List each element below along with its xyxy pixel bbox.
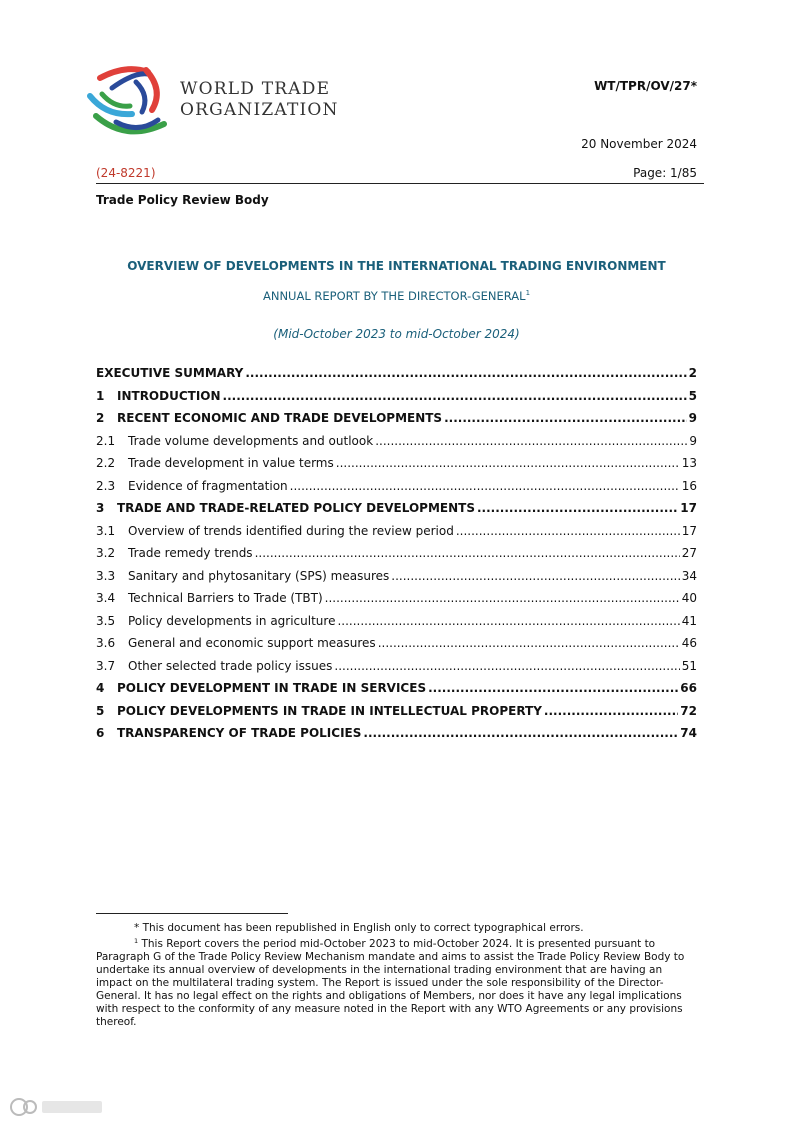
toc-entry[interactable]	[96, 411, 697, 434]
toc-leader-dots	[378, 636, 680, 650]
toc-entry-number: 2.3	[96, 478, 116, 493]
toc-entry-title[interactable]: Trade development in value terms	[128, 456, 334, 470]
toc-entry-number: 3.4	[96, 591, 116, 605]
toc-entry-page[interactable]: 74	[680, 726, 697, 740]
toc-leader-dots	[337, 614, 679, 628]
toc-entry-title[interactable]: Policy developments in agriculture	[128, 613, 336, 628]
report-subtitle	[96, 289, 697, 303]
toc-entry-title[interactable]: Other selected trade policy issues	[128, 658, 333, 673]
toc-leader-dots	[363, 726, 678, 740]
toc-entry-page[interactable]: 5	[688, 388, 697, 403]
toc-entry-title[interactable]: Trade volume developments and outlook	[128, 433, 374, 448]
toc-entry-title[interactable]: General and economic support measures	[128, 636, 376, 650]
toc-entry[interactable]	[96, 704, 697, 727]
org-name-line2: ORGANIZATION	[180, 100, 339, 120]
toc-leader-dots	[375, 434, 687, 448]
toc-entry[interactable]	[96, 366, 697, 389]
toc-entry[interactable]	[96, 614, 697, 637]
toc-entry[interactable]	[96, 479, 697, 502]
toc-entry-page[interactable]: 51	[681, 658, 697, 673]
toc-leader-dots	[428, 681, 678, 695]
table-of-contents	[96, 366, 697, 749]
toc-entry-page[interactable]: 41	[681, 613, 697, 628]
footnote-star-text: This document has been republished in English only to correct typographical errors.	[142, 922, 584, 934]
toc-entry-number: 3.6	[96, 636, 116, 650]
toc-entry-page[interactable]: 46	[681, 636, 697, 650]
toc-entry[interactable]	[96, 659, 697, 682]
footnote-1-text: This Report covers the period mid-October 2023 to mid-October 2024. It is presented pursuant to Paragraph G of the Trade Policy Review Mechanism mandate and aims to assist the Trade Policy Review Body to undertake its annual overview of developments in the international trading environment that are having an impact on the multilateral trading system. The Report is issued under the sole responsibility of the Director-General. It has no legal effect on the rights and obligations of Members, nor does it have any legal implications with respect to the conformity of any measure noted in the Report with any WTO Agreements or any provisions thereof.	[96, 938, 685, 1028]
watermark-logo-icon	[8, 1096, 108, 1118]
toc-entry-page[interactable]: 17	[681, 523, 697, 538]
toc-entry-number: 2.2	[96, 456, 116, 470]
toc-leader-dots	[544, 704, 678, 718]
toc-entry[interactable]	[96, 681, 697, 704]
footnote-star-mark: *	[134, 922, 140, 934]
toc-entry-page[interactable]: 16	[681, 478, 697, 493]
toc-entry-number: 3.5	[96, 613, 116, 628]
footnote-divider	[96, 913, 288, 914]
header-divider	[96, 183, 704, 184]
toc-entry[interactable]	[96, 524, 697, 547]
footnote-ref-1[interactable]: 1	[525, 289, 531, 297]
org-name-line1: WORLD TRADE	[180, 79, 331, 99]
document-symbol: WT/TPR/OV/27*	[594, 79, 697, 93]
page-indicator: Page: 1/85	[633, 166, 697, 180]
footnote-star	[96, 922, 697, 935]
toc-entry-title[interactable]: RECENT ECONOMIC AND TRADE DEVELOPMENTS	[117, 411, 443, 425]
toc-entry-page[interactable]: 13	[681, 456, 697, 470]
toc-entry-title[interactable]: Trade remedy trends	[128, 546, 253, 560]
toc-entry-title[interactable]: POLICY DEVELOPMENT IN TRADE IN SERVICES	[117, 681, 427, 695]
toc-entry-title[interactable]: INTRODUCTION	[117, 388, 221, 403]
toc-entry-title[interactable]: Overview of trends identified during the review period	[128, 523, 454, 538]
toc-leader-dots	[223, 389, 687, 403]
toc-entry-page[interactable]: 40	[681, 591, 697, 605]
toc-leader-dots	[245, 366, 686, 380]
toc-entry-title[interactable]: TRANSPARENCY OF TRADE POLICIES	[117, 726, 362, 740]
subtitle-text: ANNUAL REPORT BY THE DIRECTOR-GENERAL	[262, 289, 526, 303]
toc-leader-dots	[255, 546, 680, 560]
toc-entry-page[interactable]: 27	[681, 546, 697, 560]
toc-entry-number: 1	[96, 388, 105, 403]
toc-entry-page[interactable]: 72	[680, 703, 697, 718]
toc-entry[interactable]	[96, 591, 697, 614]
document-date: 20 November 2024	[581, 137, 697, 151]
report-title: OVERVIEW OF DEVELOPMENTS IN THE INTERNATIONAL TRADING ENVIRONMENT	[127, 259, 666, 273]
toc-leader-dots	[334, 659, 679, 673]
document-number: (24-8221)	[96, 166, 156, 180]
toc-entry-number: 4	[96, 681, 105, 695]
toc-leader-dots	[444, 411, 687, 425]
toc-entry[interactable]	[96, 456, 697, 479]
toc-entry-title[interactable]: TRADE AND TRADE-RELATED POLICY DEVELOPMENTS	[117, 501, 475, 515]
toc-entry-title[interactable]: EXECUTIVE SUMMARY	[96, 366, 244, 380]
toc-entry[interactable]	[96, 636, 697, 659]
toc-entry-title[interactable]: Technical Barriers to Trade (TBT)	[128, 591, 323, 605]
footnote-1	[96, 935, 697, 1029]
toc-leader-dots	[477, 501, 678, 515]
toc-entry-page[interactable]: 34	[681, 568, 697, 583]
toc-entry[interactable]	[96, 389, 697, 412]
toc-entry[interactable]	[96, 434, 697, 457]
toc-leader-dots	[391, 569, 679, 583]
toc-entry-number: 3.1	[96, 523, 116, 538]
body-name: Trade Policy Review Body	[96, 193, 269, 207]
toc-entry-number: 3.3	[96, 568, 116, 583]
toc-entry[interactable]	[96, 546, 697, 569]
toc-entry-page[interactable]: 17	[680, 501, 697, 515]
toc-entry-number: 2	[96, 411, 105, 425]
toc-entry[interactable]	[96, 569, 697, 592]
toc-leader-dots	[290, 479, 680, 493]
toc-leader-dots	[456, 524, 680, 538]
toc-entry-page[interactable]: 9	[688, 411, 697, 425]
wto-logo-icon	[86, 64, 170, 140]
toc-entry-page[interactable]: 9	[689, 433, 697, 448]
toc-entry-number: 3.2	[96, 546, 116, 560]
toc-entry-number: 3.7	[96, 658, 116, 673]
toc-leader-dots	[336, 456, 680, 470]
toc-entry-number: 6	[96, 726, 105, 740]
footnote-1-mark: 1	[134, 937, 139, 945]
organization-name	[180, 79, 339, 121]
toc-entry-number: 5	[96, 703, 105, 718]
toc-entry-title[interactable]: Sanitary and phytosanitary (SPS) measures	[128, 568, 390, 583]
toc-entry-title[interactable]: POLICY DEVELOPMENTS IN TRADE IN INTELLECTUAL PROPERTY	[117, 703, 542, 718]
toc-entry[interactable]	[96, 726, 697, 749]
toc-entry-number: 2.1	[96, 433, 116, 448]
report-period: (Mid-October 2023 to mid-October 2024)	[273, 327, 520, 341]
toc-entry[interactable]	[96, 501, 697, 524]
toc-entry-number: 3	[96, 501, 105, 515]
toc-leader-dots	[325, 591, 680, 605]
toc-entry-page[interactable]: 66	[680, 681, 697, 695]
toc-entry-page[interactable]: 2	[688, 366, 697, 380]
toc-entry-title[interactable]: Evidence of fragmentation	[128, 478, 288, 493]
